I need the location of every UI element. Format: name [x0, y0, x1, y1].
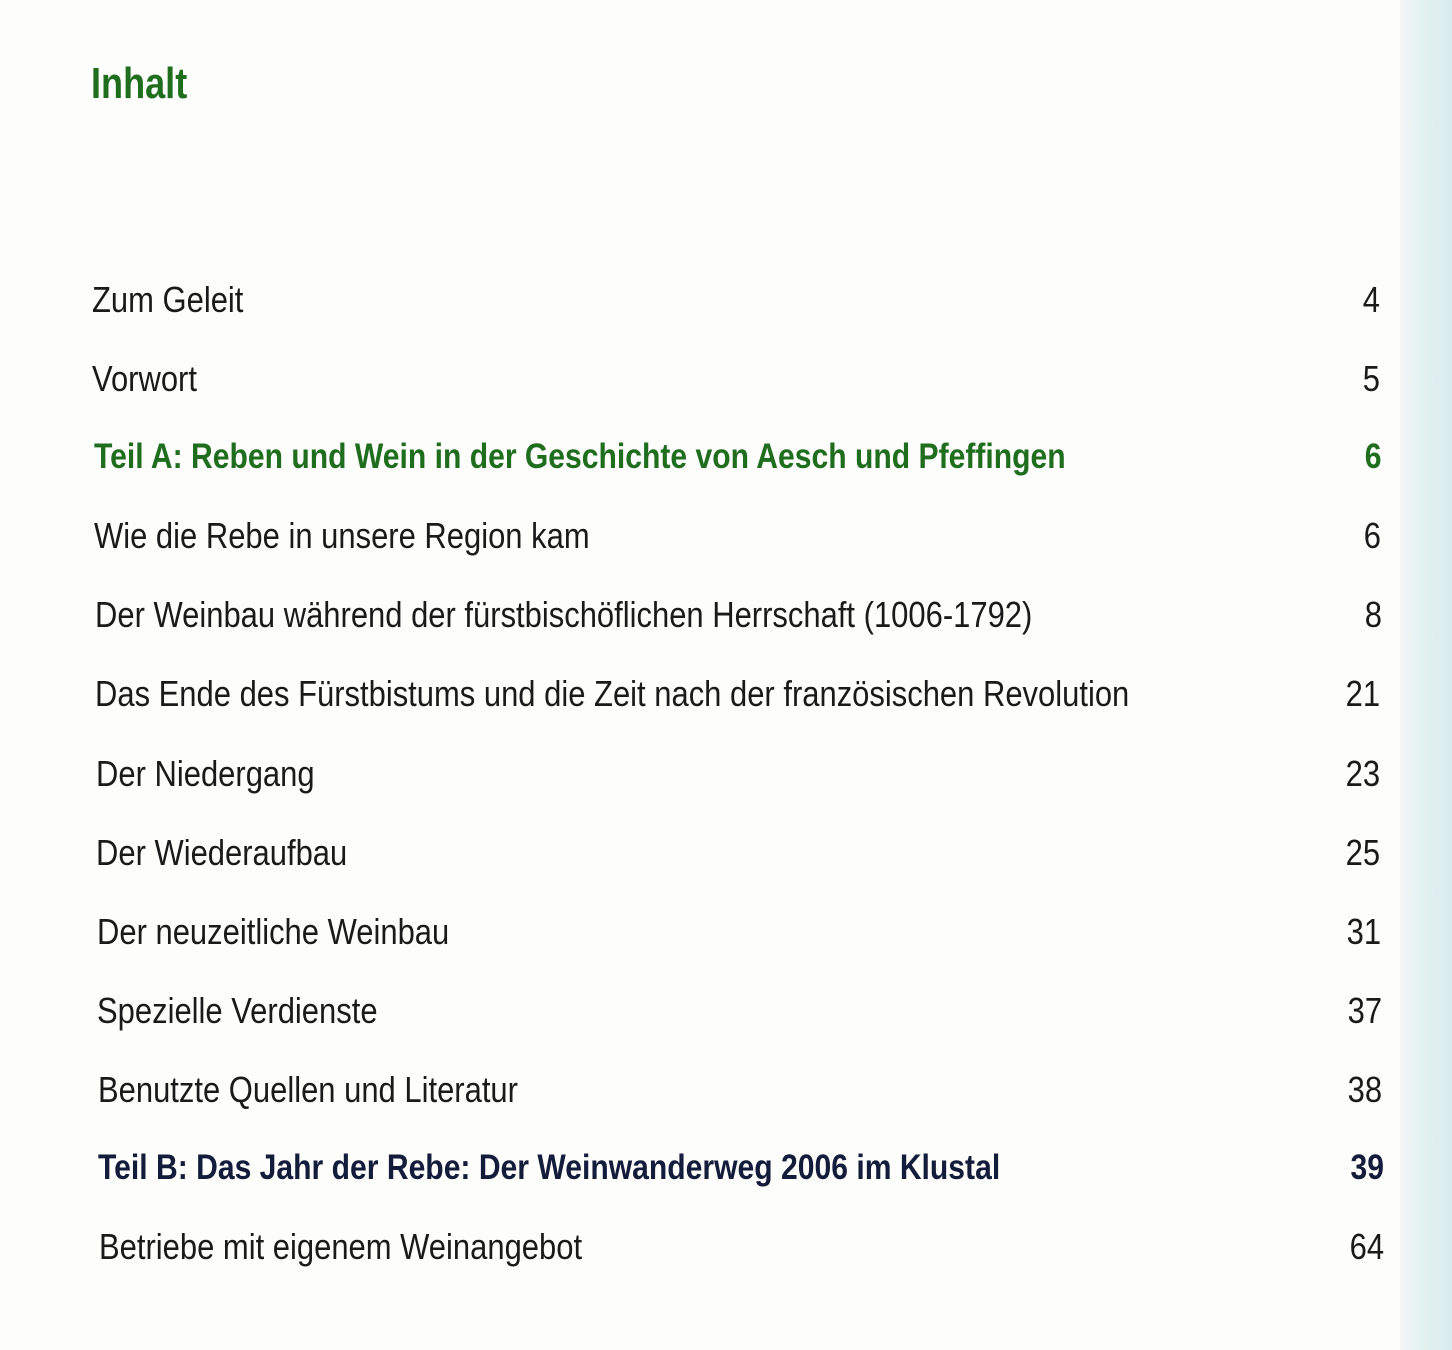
- toc-entry-page-number: 25: [1345, 832, 1380, 873]
- toc-entry-label: Der Wiederaufbau: [96, 832, 348, 873]
- toc-entry-betriebe-weinangebot[interactable]: [0, 1222, 1400, 1272]
- toc-entry-page-number: 37: [1347, 990, 1382, 1031]
- toc-section-label: Teil A: Reben und Wein in der Geschichte von Aesch und Pfeffingen: [94, 437, 1066, 476]
- toc-entry-page-number: 5: [1362, 358, 1380, 399]
- toc-entry-spezielle-verdienste[interactable]: [0, 986, 1400, 1036]
- toc-entry-label: Benutzte Quellen und Literatur: [98, 1069, 518, 1110]
- toc-section-teil-a[interactable]: [0, 432, 1400, 482]
- toc-section-teil-b[interactable]: [0, 1143, 1400, 1193]
- toc-entry-label: Der neuzeitliche Weinbau: [97, 911, 450, 952]
- toc-entry-rebe-region[interactable]: [0, 511, 1400, 561]
- toc-entry-label: Der Weinbau während der fürstbischöflichen Herrschaft (1006-1792): [95, 594, 1033, 635]
- toc-entry-page-number: 4: [1362, 279, 1380, 320]
- toc-entry-niedergang[interactable]: [0, 749, 1400, 799]
- page-edge: [1400, 0, 1452, 1350]
- toc-section-page-number: 6: [1364, 437, 1381, 476]
- toc-entry-page-number: 64: [1349, 1226, 1384, 1267]
- toc-section-page-number: 39: [1350, 1148, 1384, 1187]
- toc-entry-label: Zum Geleit: [92, 279, 244, 320]
- toc-entry-label: Wie die Rebe in unsere Region kam: [94, 515, 590, 556]
- toc-entry-fuerstbischoefliche-herrschaft[interactable]: [0, 590, 1400, 640]
- toc-entry-vorwort[interactable]: [0, 354, 1400, 404]
- toc-entry-label: Betriebe mit eigenem Weinangebot: [99, 1226, 583, 1267]
- toc-entry-page-number: 31: [1346, 911, 1381, 952]
- toc-section-label: Teil B: Das Jahr der Rebe: Der Weinwanderweg 2006 im Klustal: [98, 1148, 1001, 1187]
- toc-entry-neuzeitlicher-weinbau[interactable]: [0, 907, 1400, 957]
- toc-entry-zum-geleit[interactable]: [0, 275, 1400, 325]
- page-title: Inhalt: [91, 59, 188, 108]
- toc-entry-page-number: 8: [1364, 594, 1382, 635]
- toc-entry-page-number: 21: [1345, 673, 1380, 714]
- toc-entry-label: Das Ende des Fürstbistums und die Zeit nach der französischen Revolution: [95, 673, 1130, 714]
- toc-entry-quellen-literatur[interactable]: [0, 1065, 1400, 1115]
- toc-entry-wiederaufbau[interactable]: [0, 828, 1400, 878]
- toc-entry-page-number: 6: [1363, 515, 1381, 556]
- toc-entry-label: Der Niedergang: [96, 753, 315, 794]
- toc-entry-label: Vorwort: [92, 358, 197, 399]
- toc-entry-page-number: 23: [1345, 753, 1380, 794]
- toc-entry-page-number: 38: [1347, 1069, 1382, 1110]
- toc-entry-label: Spezielle Verdienste: [97, 990, 378, 1031]
- toc-entry-ende-fuerstbistum[interactable]: [0, 669, 1400, 719]
